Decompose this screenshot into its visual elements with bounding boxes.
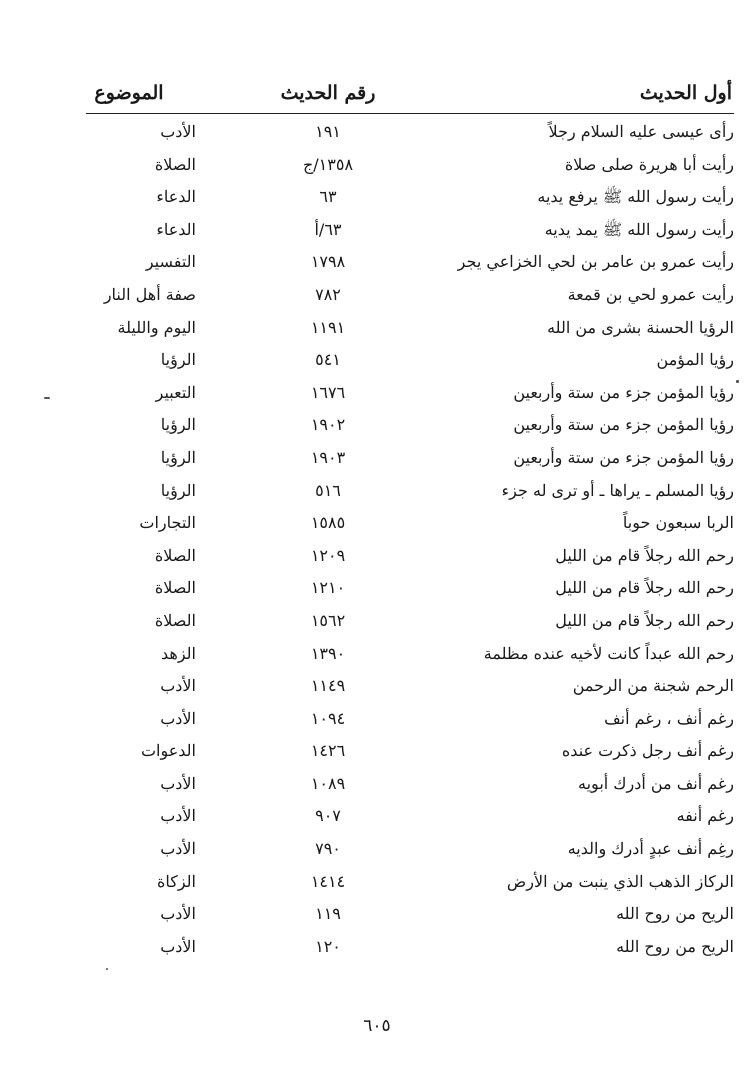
hadith-beginning: رغم أنف رجل ذكرت عنده [561,741,734,761]
hadith-beginning: رحم الله رجلاً قام من الليل [555,578,734,598]
hadith-number: ١٧٩٨ [310,252,346,272]
hadith-topic: الأدب [160,936,196,956]
table-row [0,314,754,347]
table-row [0,705,754,738]
hadith-topic: صفة أهل النار [103,284,196,304]
page-number: ٦٠٥ [363,1016,391,1036]
hadith-beginning: رؤيا المسلم ـ يراها ـ أو ترى له جزء [501,480,734,500]
table-row [0,542,754,575]
table-row [0,835,754,868]
hadith-topic: الدعاء [156,187,196,207]
hadith-beginning: الريح من روح الله [616,936,734,956]
table-row [0,216,754,249]
table-row [0,900,754,933]
hadith-beginning: رأيت أبا هريرة صلى صلاة [564,154,734,174]
table-row [0,379,754,412]
hadith-beginning: رأيت رسول الله ﷺ يرفع يديه [537,187,734,207]
hadith-topic: الأدب [160,676,196,696]
table-row [0,574,754,607]
hadith-topic: الأدب [160,839,196,859]
table-row [0,640,754,673]
hadith-number: ١١٩١ [310,317,346,337]
hadith-beginning: رؤيا المؤمن جزء من ستة وأربعين [513,447,734,467]
hadith-topic: الصلاة [154,154,196,174]
hadith-topic: الرؤيا [160,415,196,435]
table-row [0,672,754,705]
hadith-number: ٦٣/أ [314,219,342,239]
hadith-number: ١٠٩٤ [310,708,346,728]
hadith-beginning: رحم الله رجلاً قام من الليل [555,545,734,565]
hadith-number: ١٤١٤ [310,871,346,891]
hadith-number: ١٥٨٥ [310,513,346,533]
hadith-number: ١٠٨٩ [310,773,346,793]
hadith-number: ٩٠٧ [315,806,341,826]
header-rule [86,113,734,114]
hadith-topic: الزهد [161,643,196,663]
table-row [0,118,754,151]
hadith-topic: الرؤيا [160,447,196,467]
scan-speck [106,968,108,970]
hadith-number: ١٣٥٨/ج [302,154,354,174]
hadith-beginning: رغم أنف ، رغم أنف [604,708,734,728]
table-row [0,509,754,542]
hadith-beginning: رغم أنف من أدرك أبويه [578,773,734,793]
hadith-number: ١٩٠٣ [310,447,346,467]
hadith-number: ١٣٩٠ [310,643,346,663]
table-row [0,151,754,184]
table-row [0,802,754,835]
table-row [0,248,754,281]
hadith-number: ١٢١٠ [310,578,346,598]
index-table [0,118,754,965]
hadith-number: ١٢٠ [315,936,341,956]
hadith-beginning: رأيت رسول الله ﷺ يمد يديه [544,219,734,239]
hadith-beginning: رؤيا المؤمن جزء من ستة وأربعين [513,382,734,402]
hadith-topic: الصلاة [154,610,196,630]
hadith-number: ١٤٢٦ [310,741,346,761]
table-row [0,281,754,314]
table-row [0,770,754,803]
hadith-beginning: الريح من روح الله [616,904,734,924]
hadith-topic: الصلاة [154,578,196,598]
hadith-number: ١١٩ [315,904,341,924]
hadith-topic: التعبير [155,382,196,402]
table-row [0,411,754,444]
hadith-topic: التفسير [145,252,196,272]
hadith-beginning: رغم أنفه [676,806,734,826]
hadith-beginning: رأيت عمرو بن عامر بن لحي الخزاعي يجر [457,252,734,272]
header-hadith-number: رقم الحديث [280,82,376,104]
hadith-topic: الزكاة [156,871,196,891]
hadith-beginning: رغِم أنف عبدٍ أدرك والديه [567,839,734,859]
scan-speck [736,380,739,383]
hadith-number: ٥١٦ [315,480,341,500]
hadith-topic: الأدب [160,122,196,141]
hadith-beginning: رحم الله رجلاً قام من الليل [555,610,734,630]
hadith-beginning: رأيت عمرو لحي بن قمعة [567,284,734,304]
scan-speck [44,397,50,399]
table-row [0,737,754,770]
table-row [0,607,754,640]
table-row [0,346,754,379]
hadith-number: ١٩١ [315,122,341,141]
hadith-topic: الأدب [160,773,196,793]
hadith-topic: اليوم والليلة [117,317,196,337]
hadith-beginning: الركاز الذهب الذي ينبت من الأرض [506,871,734,891]
hadith-beginning: رؤيا المؤمن [656,350,734,370]
hadith-topic: الدعاء [156,219,196,239]
hadith-beginning: الرؤيا الحسنة بشرى من الله [547,317,734,337]
hadith-topic: الدعوات [140,741,196,761]
hadith-beginning: الربا سبعون حوباً [622,513,734,533]
hadith-topic: التجارات [139,513,196,533]
header-topic: الموضوع [94,82,164,104]
hadith-number: ٥٤١ [315,350,341,370]
table-row [0,183,754,216]
hadith-beginning: الرحم شجنة من الرحمن [572,676,734,696]
hadith-beginning: رؤيا المؤمن جزء من ستة وأربعين [513,415,734,435]
hadith-number: ٧٩٠ [315,839,341,859]
hadith-topic: الصلاة [154,545,196,565]
table-row [0,477,754,510]
table-row [0,933,754,966]
hadith-number: ١٦٧٦ [310,382,346,402]
table-row [0,444,754,477]
hadith-number: ١٢٠٩ [310,545,346,565]
hadith-beginning: رحم الله عبداً كانت لأخيه عنده مظلمة [483,643,734,663]
hadith-number: ١١٤٩ [310,676,346,696]
hadith-number: ١٥٦٢ [310,610,346,630]
hadith-topic: الرؤيا [160,350,196,370]
header-hadith-beginning: أول الحديث [639,82,732,104]
hadith-topic: الأدب [160,708,196,728]
hadith-topic: الرؤيا [160,480,196,500]
hadith-topic: الأدب [160,904,196,924]
hadith-topic: الأدب [160,806,196,826]
hadith-number: ١٩٠٢ [310,415,346,435]
hadith-number: ٧٨٢ [315,284,341,304]
hadith-number: ٦٣ [319,187,337,207]
table-row [0,868,754,901]
hadith-beginning: رأى عيسى عليه السلام رجلاً [548,122,734,141]
